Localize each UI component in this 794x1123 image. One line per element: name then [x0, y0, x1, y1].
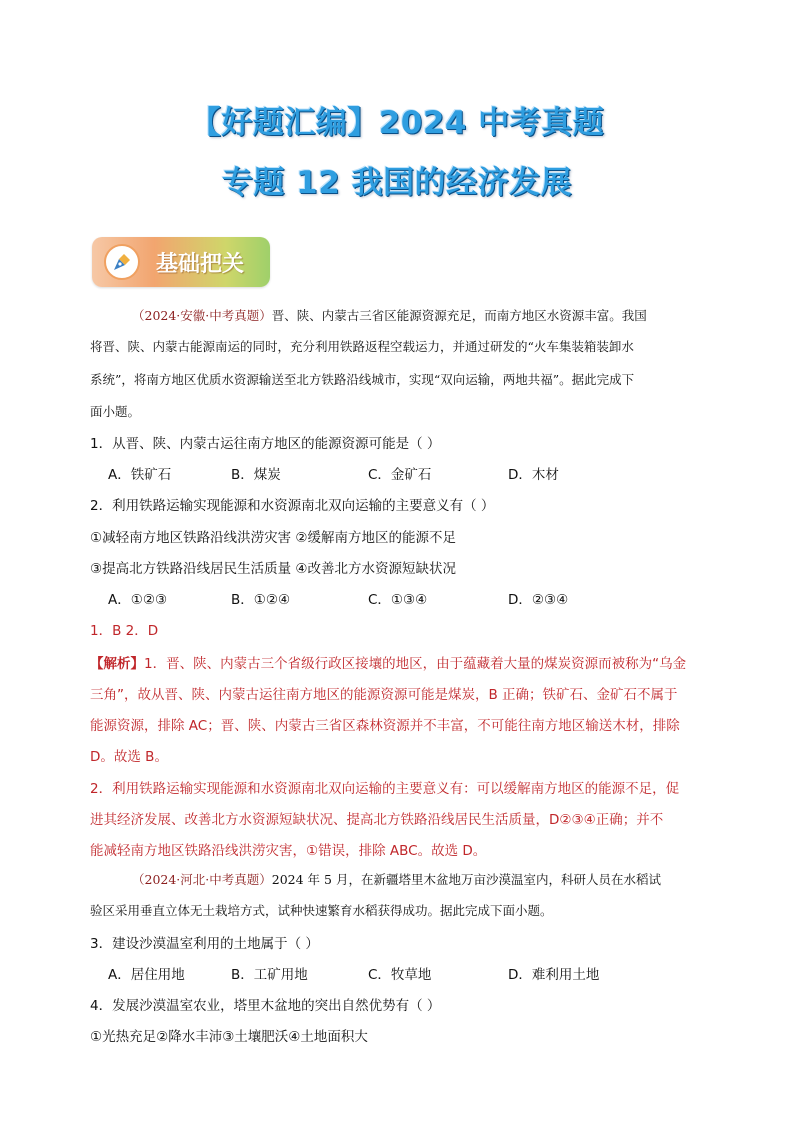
- question-4-items-line-1: ①光热充足②降水丰沛③土壤肥沃④土地面积大: [90, 1029, 368, 1045]
- passage1-line-2: 将晋、陕、内蒙古能源南运的同时，充分利用铁路返程空载运力，并通过研发的“火车集装箱装卸水: [90, 339, 634, 354]
- answers-q1-q2: 1．B 2．D: [90, 623, 159, 639]
- question-2-option-d[interactable]: D．②③④: [508, 592, 569, 608]
- question-3-option-b[interactable]: B．工矿用地: [231, 967, 308, 983]
- passage2-line-1: （2024·河北·中考真题）2024 年 5 月，在新疆塔里木盆地万亩沙漠温室内，科研人员在水稻试: [132, 872, 661, 887]
- section-badge: [92, 237, 270, 287]
- analysis-line-1: 【解析】1．晋、陕、内蒙古三个省级行政区接壤的地区，由于蕴藏着大量的煤炭资源而被称为“乌金: [90, 656, 687, 672]
- passage1-line-4: 面小题。: [90, 404, 141, 419]
- pen-nib-icon: [104, 244, 140, 280]
- question-1-stem: 1．从晋、陕、内蒙古运往南方地区的能源资源可能是（ ）: [90, 436, 441, 452]
- question-1-option-b[interactable]: B．煤炭: [231, 467, 281, 483]
- section-badge-label: 基础把关: [156, 252, 245, 277]
- question-1-option-d[interactable]: D．木材: [508, 467, 559, 483]
- question-2-items-line-2: ③提高北方铁路沿线居民生活质量 ④改善北方水资源短缺状况: [90, 561, 456, 577]
- question-2-items-line-1: ①减轻南方地区铁路沿线洪涝灾害 ②缓解南方地区的能源不足: [90, 530, 456, 546]
- question-2-option-c[interactable]: C．①③④: [368, 592, 428, 608]
- analysis-tag: 【解析】: [90, 656, 144, 672]
- analysis-line-7: 能减轻南方地区铁路沿线洪涝灾害，①错误，排除 ABC。故选 D。: [90, 843, 487, 859]
- question-2-stem: 2．利用铁路运输实现能源和水资源南北双向运输的主要意义有（ ）: [90, 498, 495, 514]
- question-2-option-a[interactable]: A．①②③: [108, 592, 168, 608]
- analysis-line-4: D。故选 B。: [90, 749, 168, 765]
- passage2-source: （2024·河北·中考真题）: [132, 872, 272, 887]
- question-1-option-c[interactable]: C．金矿石: [368, 467, 432, 483]
- question-2-option-b[interactable]: B．①②④: [231, 592, 291, 608]
- analysis-line-2: 三角”，故从晋、陕、内蒙古运往南方地区的能源资源可能是煤炭，B 正确；铁矿石、金矿石不属于: [90, 687, 678, 703]
- question-3-option-c[interactable]: C．牧草地: [368, 967, 432, 983]
- analysis-line-3: 能源资源，排除 AC；晋、陕、内蒙古三省区森林资源并不丰富，不可能往南方地区输送木材，排除: [90, 718, 680, 734]
- page-title-line2: 专题 12 我国的经济发展: [221, 165, 573, 201]
- analysis-line-6: 进其经济发展、改善北方水资源短缺状况、提高北方铁路沿线居民生活质量，D②③④正确；并不: [90, 812, 664, 828]
- page-title-line1: 【好题汇编】2024 中考真题: [189, 105, 605, 141]
- question-3-option-d[interactable]: D．难利用土地: [508, 967, 600, 983]
- passage1-line-1: （2024·安徽·中考真题）晋、陕、内蒙古三省区能源资源充足，而南方地区水资源丰富。我国: [132, 308, 647, 323]
- question-3-stem: 3．建设沙漠温室利用的土地属于（ ）: [90, 936, 319, 952]
- analysis-line-5: 2．利用铁路运输实现能源和水资源南北双向运输的主要意义有：可以缓解南方地区的能源不足，促: [90, 781, 680, 797]
- question-4-stem: 4．发展沙漠温室农业，塔里木盆地的突出自然优势有（ ）: [90, 998, 441, 1014]
- passage1-source: （2024·安徽·中考真题）: [132, 308, 272, 323]
- question-3-option-a[interactable]: A．居住用地: [108, 967, 185, 983]
- passage1-line-3: 系统”，将南方地区优质水资源输送至北方铁路沿线城市，实现“双向运输，两地共福”。据此完成下: [90, 372, 635, 387]
- question-1-option-a[interactable]: A．铁矿石: [108, 467, 172, 483]
- passage2-line-2: 验区采用垂直立体无土栽培方式，试种快速繁育水稻获得成功。据此完成下面小题。: [90, 903, 553, 918]
